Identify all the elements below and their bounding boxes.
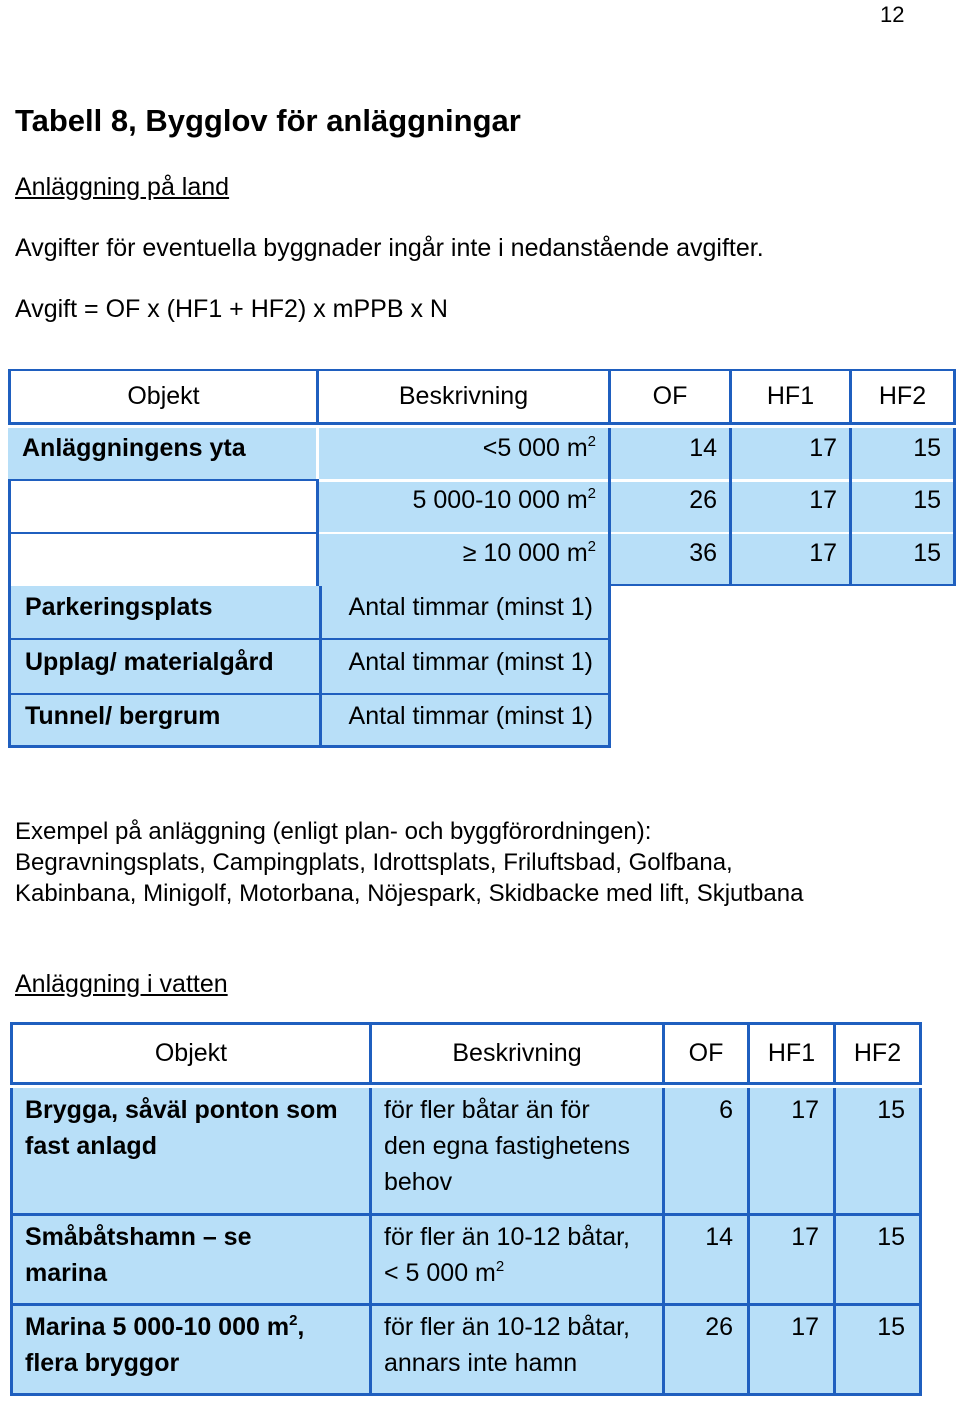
column-divider — [849, 428, 852, 482]
fee-note: Avgifter för eventuella byggnader ingår inte i nedanstående avgifter. — [15, 234, 764, 262]
land-row-hf1: 17 — [732, 482, 849, 532]
water-header-objekt: Objekt — [10, 1022, 372, 1085]
water-row-objekt: Brygga, såväl ponton som fast anlagd — [10, 1088, 372, 1216]
land-row-beskrivning: Antal timmar (minst 1) — [319, 638, 611, 693]
land-row-beskrivning: Antal timmar (minst 1) — [319, 586, 611, 638]
water-row-objekt: Småbåtshamn – se marina — [10, 1216, 372, 1306]
land-row-beskrivning: ≥ 10 000 $m^2$ — [319, 534, 608, 586]
water-header-of: OF — [665, 1022, 750, 1085]
land-row-beskrivning: <5 000 $m^2$ — [319, 428, 608, 479]
land-row-objekt-empty — [8, 479, 319, 534]
water-row-beskrivning: för fler än 10-12 båtar, annars inte hamn — [372, 1306, 665, 1396]
land-row-objekt: Tunnel/ bergrum — [8, 693, 319, 748]
land-row-hf2: 15 — [852, 482, 953, 532]
water-row-objekt: Marina 5 000-10 000 $m^2$, flera bryggor — [10, 1306, 372, 1396]
land-row-hf2: 15 — [852, 428, 953, 479]
page-title: Tabell 8, Bygglov för anläggningar — [15, 103, 521, 138]
land-row-of: 14 — [611, 428, 729, 479]
water-row-of: 14 — [665, 1216, 750, 1306]
water-row-of: 26 — [665, 1306, 750, 1396]
column-divider — [608, 428, 611, 482]
land-row-hf2: 15 — [852, 534, 953, 586]
water-row-hf1: 17 — [750, 1088, 836, 1216]
land-header-of: OF — [611, 369, 732, 425]
section-heading-land: Anläggning på land — [15, 173, 230, 201]
land-row-beskrivning: Antal timmar (minst 1) — [319, 693, 611, 748]
example-line: Exempel på anläggning (enligt plan- och byggförordningen): — [15, 818, 652, 845]
land-row-of: 26 — [611, 482, 729, 532]
water-row-hf2: 15 — [836, 1306, 922, 1396]
water-row-hf2: 15 — [836, 1216, 922, 1306]
column-divider — [849, 482, 852, 586]
water-row-hf1: 17 — [750, 1306, 836, 1396]
section-heading-water: Anläggning i vatten — [15, 970, 228, 998]
water-row-beskrivning: för fler båtar än för den egna fastighetens behov — [372, 1088, 665, 1216]
column-divider — [729, 482, 732, 586]
land-row-objekt: Parkeringsplats — [8, 586, 319, 638]
land-row-hf1: 17 — [732, 428, 849, 479]
row-divider — [611, 584, 956, 586]
land-header-beskrivning: Beskrivning — [319, 369, 611, 425]
water-row-hf1: 17 — [750, 1216, 836, 1306]
land-row-of: 36 — [611, 534, 729, 586]
column-divider — [608, 482, 611, 586]
land-row-hf1: 17 — [732, 534, 849, 586]
land-row-objekt-empty — [8, 532, 319, 586]
land-header-hf2: HF2 — [852, 369, 956, 425]
water-header-hf1: HF1 — [750, 1022, 836, 1085]
column-divider — [953, 428, 956, 586]
page-number: 12 — [880, 2, 905, 27]
land-row-objekt: Upplag/ materialgård — [8, 638, 319, 693]
water-row-of: 6 — [665, 1088, 750, 1216]
example-line: Begravningsplats, Campingplats, Idrottsplats, Friluftsbad, Golfbana, — [15, 849, 733, 876]
column-divider — [729, 428, 732, 482]
water-row-beskrivning: för fler än 10-12 båtar, < 5 000 $m^2$ — [372, 1216, 665, 1306]
example-line: Kabinbana, Minigolf, Motorbana, Nöjespark, Skidbacke med lift, Skjutbana — [15, 880, 804, 907]
water-header-beskrivning: Beskrivning — [372, 1022, 665, 1085]
water-row-hf2: 15 — [836, 1088, 922, 1216]
example-list — [15, 816, 803, 909]
water-header-hf2: HF2 — [836, 1022, 922, 1085]
land-row-beskrivning: 5 000-10 000 $m^2$ — [319, 482, 608, 532]
land-header-objekt: Objekt — [8, 369, 319, 425]
land-row-objekt: Anläggningens yta — [8, 428, 316, 479]
land-header-hf1: HF1 — [732, 369, 852, 425]
fee-formula: Avgift = OF x (HF1 + HF2) x mPPB x N — [15, 295, 448, 323]
